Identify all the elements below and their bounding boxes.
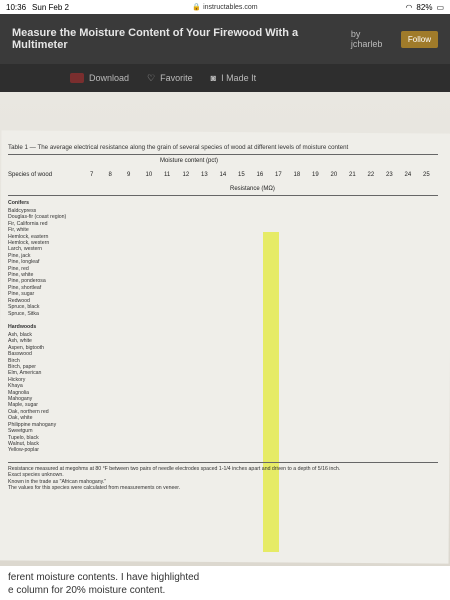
table-photo <box>0 92 450 566</box>
species-row: Douglas-fir (coast region) <box>8 214 67 221</box>
hardwood-list <box>8 332 56 454</box>
favorite-label: Favorite <box>160 73 193 83</box>
species-row: Pine, white <box>8 272 34 279</box>
hardwoods-label: Hardwoods <box>8 324 37 330</box>
highlight-20pct <box>263 232 279 552</box>
camera-icon: ◙ <box>210 73 217 83</box>
species-row: Hemlock, eastern <box>8 233 49 240</box>
species-row: Pine, jack <box>8 252 31 259</box>
species-row: Redwood <box>8 297 30 304</box>
species-row: Ash, white <box>8 338 32 345</box>
column-header: 22 <box>367 172 375 178</box>
species-row: Hickory <box>8 376 26 383</box>
species-row: Larch, western <box>8 246 43 253</box>
species-row: Aspen, bigtooth <box>8 344 45 351</box>
column-header: 18 <box>293 172 301 178</box>
column-header: 21 <box>349 172 356 178</box>
species-row: Birch, paper <box>8 364 36 371</box>
conifer-list <box>8 208 66 317</box>
action-bar <box>0 64 450 92</box>
species-row: Pine, red <box>8 265 29 272</box>
column-header: 8 <box>108 172 112 178</box>
column-header: 16 <box>256 172 264 178</box>
step-text <box>0 566 450 600</box>
species-row: Fir, white <box>8 227 29 234</box>
species-row: Baldcypress <box>8 208 37 214</box>
column-header: 23 <box>386 172 393 178</box>
species-row: Fir, California red <box>8 220 48 227</box>
species-row: Khaya <box>8 383 23 390</box>
moisture-header: Moisture content (pct) <box>160 158 219 164</box>
species-row: Philippine mahogany <box>8 421 57 428</box>
url-bar[interactable]: 🔒 instructables.com <box>192 4 258 11</box>
divider <box>8 154 438 155</box>
species-row: Oak, white <box>8 415 33 422</box>
species-row: Spruce, Sitka <box>8 310 39 317</box>
species-row: Maple, sugar <box>8 402 38 409</box>
resistance-header: Resistance (MΩ) <box>230 186 275 192</box>
project-header <box>0 14 450 64</box>
column-header: 9 <box>127 172 131 178</box>
footnote: Known in the trade as "African mahogany." <box>8 478 107 485</box>
column-header: 13 <box>201 172 208 178</box>
step-text-line2: e column for 20% moisture content. <box>8 585 166 596</box>
heart-icon: ♡ <box>147 72 156 83</box>
species-row: Pine, shortleaf <box>8 284 42 291</box>
species-row: Elm, American <box>8 370 42 377</box>
url-text: instructables.com <box>203 4 258 11</box>
download-icon <box>70 73 84 83</box>
battery-icon: ▭ <box>436 2 444 12</box>
footnote: Exact species unknown. <box>8 472 64 479</box>
column-header: 20 <box>330 172 338 178</box>
column-header: 17 <box>275 172 282 178</box>
species-row: Ash, black <box>8 332 32 338</box>
project-title: Measure the Moisture Content of Your Firewood With a Multimeter <box>12 27 299 51</box>
species-row: Yellow-poplar <box>8 447 39 454</box>
species-header: Species of wood <box>8 172 53 178</box>
column-header: 19 <box>312 172 319 178</box>
footnotes <box>8 466 340 492</box>
species-row: Magnolia <box>8 389 30 396</box>
status-date: Sun Feb 2 <box>32 2 69 12</box>
battery-label: 82% <box>416 2 433 12</box>
divider <box>8 462 438 463</box>
column-header: 11 <box>164 172 171 178</box>
species-row: Mahogany <box>8 396 33 403</box>
column-header: 7 <box>90 172 94 178</box>
made-it-label: I Made It <box>221 73 257 83</box>
species-row: Birch <box>8 357 20 364</box>
made-it-button[interactable] <box>211 73 256 83</box>
species-row: Pine, longleaf <box>8 259 40 266</box>
species-row: Sweetgum <box>8 428 33 435</box>
download-label: Download <box>89 73 130 83</box>
column-header: 24 <box>404 172 412 178</box>
species-row: Spruce, black <box>8 304 40 311</box>
status-time: 10:36 <box>6 2 27 12</box>
species-row: Basswood <box>8 351 32 358</box>
table-caption: Table 1 — The average electrical resistance along the grain of several species of wood at different levels of moisture content <box>8 144 349 151</box>
footnote: The values for this species were calculated from measurements on veneer. <box>8 485 181 492</box>
column-header: 10 <box>145 172 153 178</box>
step-text-line1: ferent moisture contents. I have highlighted <box>8 572 200 583</box>
favorite-button[interactable] <box>147 73 193 84</box>
column-header: 15 <box>238 172 245 178</box>
species-row: Walnut, black <box>8 440 39 447</box>
conifers-label: Conifers <box>8 200 30 206</box>
column-header: 14 <box>219 172 227 178</box>
species-row: Oak, northern red <box>8 408 49 415</box>
wifi-icon: ◠ <box>405 2 413 12</box>
divider <box>8 195 438 196</box>
status-bar <box>0 0 450 14</box>
column-header: 12 <box>182 172 190 178</box>
column-header: 25 <box>423 172 430 178</box>
author[interactable]: by jcharleb <box>350 29 383 49</box>
species-row: Hemlock, western <box>8 240 50 247</box>
species-row: Pine, sugar <box>8 291 35 298</box>
follow-button[interactable]: Follow <box>401 31 438 48</box>
species-row: Tupelo, black <box>8 434 39 441</box>
species-row: Pine, ponderosa <box>8 278 46 285</box>
download-button[interactable] <box>70 73 129 83</box>
footnote: Resistance measured at megohms at 80 °F between two pairs of needle electrodes spaced 1-1/4 inches apart and driven to a depth of 5/16 inch. <box>8 466 341 472</box>
